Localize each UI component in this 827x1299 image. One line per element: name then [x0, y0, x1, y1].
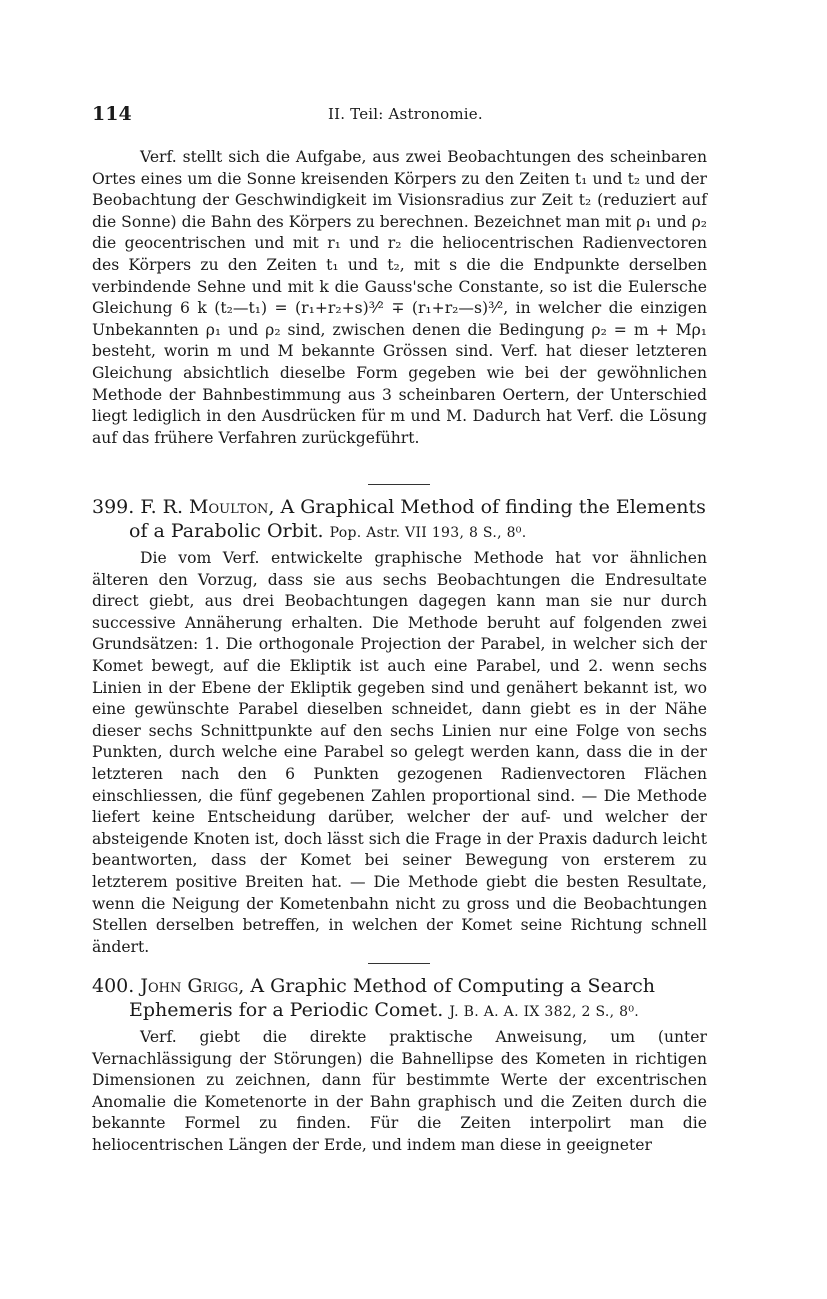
entry-number: 400.: [92, 975, 135, 997]
entry-author: F. R. Moulton,: [140, 496, 275, 518]
entry-heading: [92, 974, 707, 1024]
intro-paragraph: [92, 147, 707, 449]
bibliography-entry-399: [92, 495, 707, 958]
section-divider: [368, 484, 430, 485]
entry-citation: J. B. A. A. IX 382, 2 S., 8⁰.: [449, 1004, 640, 1020]
entry-abstract: Die vom Verf. entwickelte graphische Methode hat vor ähnlichen älteren den Vorzug, dass sie aus sechs Beobachtungen die Endresultate direct giebt, aus drei Beobachtungen dagegen kann man sie nur durch successive Annäherung erhalten. Die Methode beruht auf folgenden zwei Grundsätzen: 1. Die orthogonale Projection der Parabel, in welcher sich der Komet bewegt, auf die Ekliptik ist auch eine Parabel, und 2. wenn sechs Linien in der Ebene der Ekliptik gegeben sind und genähert bekannt ist, wo eine gewünschte Parabel dieselben schneidet, dann giebt es in der Nähe dieser sechs Schnittpunkte auf den sechs Linien nur eine Folge von sechs Punkten, durch welche eine Parabel so gelegt werden kann, dass die in der letzteren nach den 6 Punkten gezogenen Radienvectoren Flächen einschliessen, die fünf gegebenen Zahlen proportional sind. — Die Methode liefert keine Entscheidung darüber, welcher der auf- und welcher der absteigende Knoten ist, doch lässt sich die Frage in der Praxis dadurch leicht beantworten, dass der Komet bei seiner Bewegung von ersterem zu letzterem positive Breiten hat. — Die Methode giebt die besten Resultate, wenn die Neigung der Kometenbahn nicht zu gross und die Beobachtungen Stellen derselben betreffen, in welchen der Komet seine Richtung schnell ändert.: [92, 549, 707, 956]
entry-title: A Graphic Method of Computing a Search Ephemeris for a Periodic Comet.: [129, 975, 656, 1021]
intro-paragraph-text: Verf. stellt sich die Aufgabe, aus zwei Beobachtungen des scheinbaren Ortes eines um die Sonne kreisenden Körpers zu den Zeiten t₁ und t₂ und der Beobachtung der Geschwindigkeit im Visionsradius zur Zeit t₂ (reduziert auf die Sonne) die Bahn des Körpers zu berechnen. Bezeichnet man mit ρ₁ und ρ₂ die geocentrischen und mit r₁ und r₂ die heliocentrischen Radienvectoren des Körpers zu den Zeiten t₁ und t₂, mit s die die Endpunkte derselben verbindende Sehne und mit k die Gauss'sche Constante, so ist die Eulersche Gleichung 6 k (t₂—t₁) = (r₁+r₂+s)³⁄² ∓ (r₁+r₂—s)³⁄², in welcher die einzigen Unbekannten ρ₁ und ρ₂ sind, zwischen denen die Bedingung ρ₂ = m + Mρ₁ besteht, worin m und M bekannte Grössen sind. Verf. hat dieser letzteren Gleichung absichtlich dieselbe Form gegeben wie bei der gewöhnlichen Methode der Bahnbestimmung aus 3 scheinbaren Oertern, der Unterschied liegt lediglich in den Ausdrücken für m und M. Dadurch hat Verf. die Lösung auf das frühere Verfahren zurückgeführt.: [92, 148, 707, 447]
entry-abstract: Verf. giebt die direkte praktische Anweisung, um (unter Vernachlässigung der Störungen) die Bahnellipse des Kometen in richtigen Dimensionen zu zeichnen, dann für bestimmte Werte der excentrischen Anomalie die Kometenorte in der Bahn graphisch und die Zeiten durch die bekannte Formel zu finden. Für die Zeiten interpolirt man die heliocentrischen Längen der Erde, und indem man diese in geeigneter: [92, 1028, 707, 1154]
bibliography-entry-400: [92, 974, 707, 1157]
page-header: [0, 103, 827, 129]
page-number: 114: [92, 103, 132, 125]
entry-heading: [92, 495, 707, 545]
entry-citation: Pop. Astr. VII 193, 8 S., 8⁰.: [329, 525, 527, 541]
section-divider: [368, 963, 430, 964]
entry-author: John Grigg,: [140, 975, 245, 997]
entry-number: 399.: [92, 496, 135, 518]
entry-title: A Graphical Method of finding the Elements of a Parabolic Orbit.: [129, 496, 706, 542]
running-head: II. Teil: Astronomie.: [328, 105, 483, 123]
